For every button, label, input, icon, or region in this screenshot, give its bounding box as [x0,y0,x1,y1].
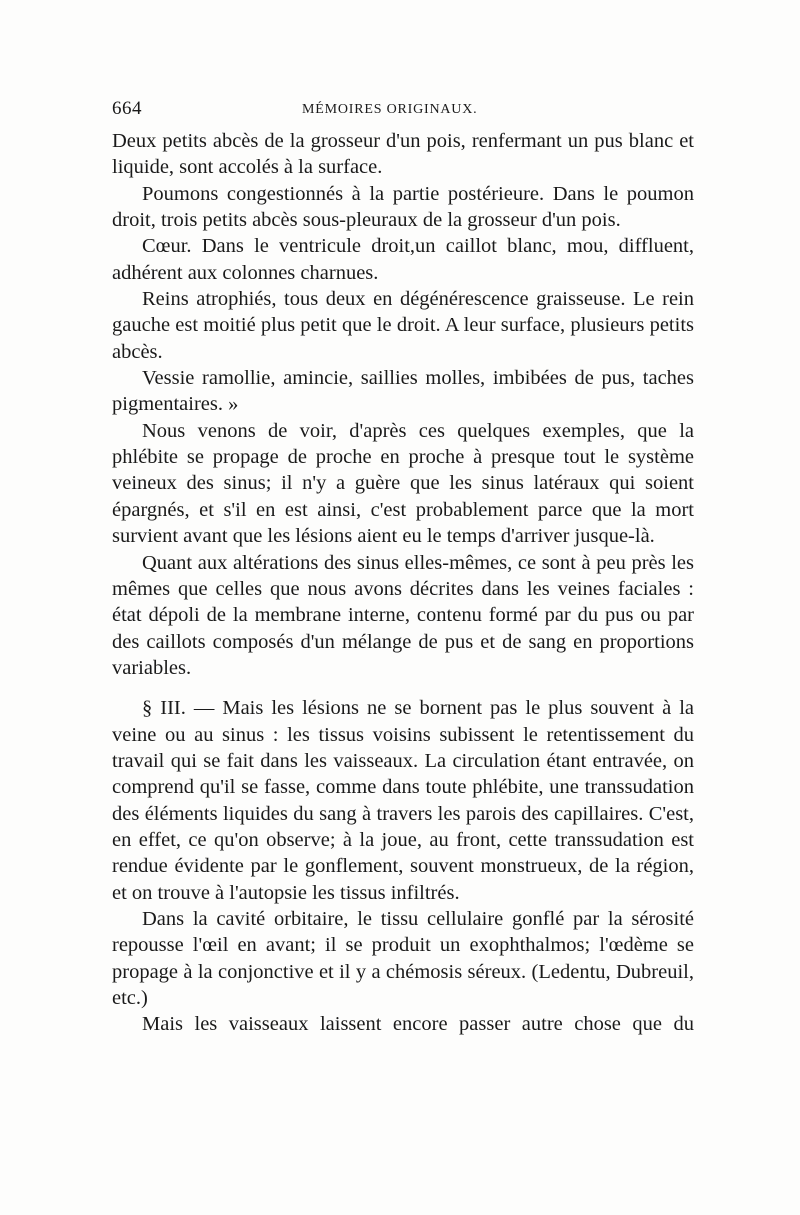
paragraph-poumons: Poumons congestionnés à la partie postérieure. Dans le poumon droit, trois petits abcès sous-pleuraux de la grosseur d'un pois. [112,182,694,232]
page-header [112,98,694,128]
body-text [112,128,694,1038]
paragraph-vaisseaux: Mais les vaisseaux laissent encore passer autre chose que du [142,1013,694,1036]
running-title: MÉMOIRES ORIGINAUX. [302,102,478,117]
paragraph-continued: Deux petits abcès de la grosseur d'un pois, renfermant un pus blanc et liquide, sont accolés à la surface. [112,130,694,179]
page-number: 664 [112,98,142,119]
paragraph-cavite-orbitaire: Dans la cavité orbitaire, le tissu cellulaire gonflé par la sérosité repousse l'œil en avant; il se produit un exophthalmos; l'œdème se propage à la conjonctive et il y a chémosis séreux. (Ledentu, Dubreuil, etc.) [112,907,694,1009]
paragraph-phlebite: Nous venons de voir, d'après ces quelques exemples, que la phlébite se propage de proche en proche à presque tout le système veineux des sinus; il n'y a guère que les sinus latéraux qui soient épargnés, et s'il en est ainsi, c'est probablement parce que la mort survient avant que les lésions aient eu le temps d'arriver jusque-là. [112,419,694,548]
paragraph-section-three: § III. — Mais les lésions ne se bornent pas le plus souvent à la veine ou au sinus : les tissus voisins subissent le retentissement du travail qui se fait dans les vaisseaux. La circulation étant entravée, on comprend qu'il se fasse, comme dans toute phlébite, une transsudation des éléments liquides du sang à travers les parois des capillaires. C'est, en effet, ce qu'on observe; à la joue, au front, cette transsudation est rendue évidente par le gonflement, souvent monstrueux, de la région, et on trouve à l'autopsie les tissus infiltrés. [112,697,694,904]
section-gap [112,681,694,695]
paragraph-vessie: Vessie ramollie, amincie, saillies molles, imbibées de pus, taches pigmentaires. » [112,367,694,416]
paragraph-coeur: Cœur. Dans le ventricule droit,un caillot blanc, mou, diffluent, adhérent aux colonnes charnues. [112,235,694,284]
paragraph-alterations: Quant aux altérations des sinus elles-mêmes, ce sont à peu près les mêmes que celles que nous avons décrites dans les veines faciales : état dépoli de la membrane interne, contenu formé par du pus ou par des caillots composés d'un mélange de pus et de sang en proportions variables. [112,551,694,679]
paragraph-reins: Reins atrophiés, tous deux en dégénérescence graisseuse. Le rein gauche est moitié plus petit que le droit. A leur surface, plusieurs petits abcès. [112,288,694,363]
